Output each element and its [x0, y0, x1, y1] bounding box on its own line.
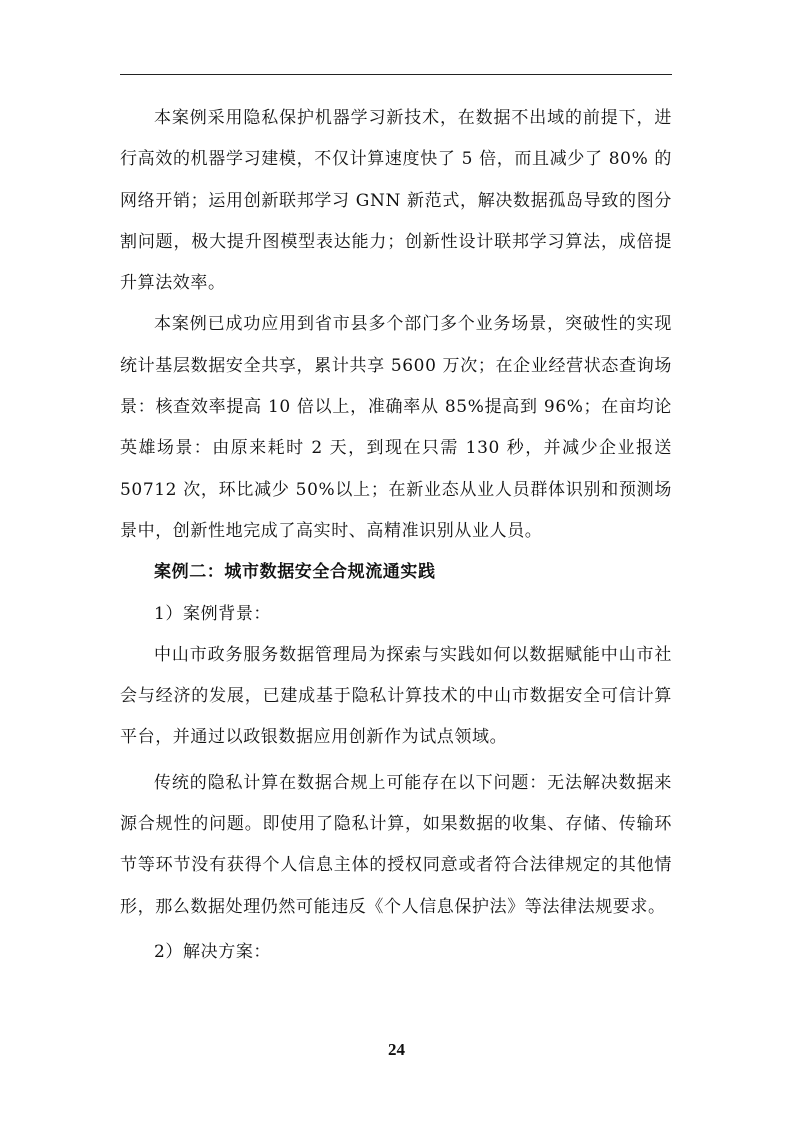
- header-rule: [120, 74, 672, 75]
- subheading-background: 1）案例背景：: [154, 603, 272, 624]
- page-number: 24: [388, 1040, 405, 1059]
- section-heading: 案例二：城市数据安全合规流通实践: [154, 562, 436, 583]
- page-body: [120, 98, 672, 973]
- paragraph-4: 传统的隐私计算在数据合规上可能存在以下问题：无法解决数据来源合规性的问题。即使用了隐私计算，如果数据的收集、存储、传输环节等环节没有获得个人信息主体的授权同意或者符合法律规定的其他情形，那么数据处理仍然可能违反《个人信息保护法》等法律法规要求。: [120, 772, 672, 917]
- paragraph-2: 本案例已成功应用到省市县多个部门多个业务场景，突破性的实现统计基层数据安全共享，累计共享 5600 万次；在企业经营状态查询场景：核查效率提高 10 倍以上，准确率从 85%提高到 96%；在亩均论英雄场景：由原来耗时 2 天，到现在只需 130 秒，并减少企业报送 50712 次，环比减少 50%以上；在新业态从业人员群体识别和预测场景中，创新性地完成了高实时、高精准识别从业人员。: [120, 314, 672, 541]
- paragraph-3: 中山市政务服务数据管理局为探索与实践如何以数据赋能中山市社会与经济的发展，已建成基于隐私计算技术的中山市数据安全可信计算平台，并通过以政银数据应用创新作为试点领域。: [120, 644, 672, 748]
- paragraph-1: 本案例采用隐私保护机器学习新技术，在数据不出域的前提下，进行高效的机器学习建模，不仅计算速度快了 5 倍，而且减少了 80% 的网络开销；运用创新联邦学习 GNN 新范式，解决数据孤岛导致的图分割问题，极大提升图模型表达能力；创新性设计联邦学习算法，成倍提升算法效率。: [120, 108, 672, 294]
- subheading-solution: 2）解决方案：: [154, 941, 272, 962]
